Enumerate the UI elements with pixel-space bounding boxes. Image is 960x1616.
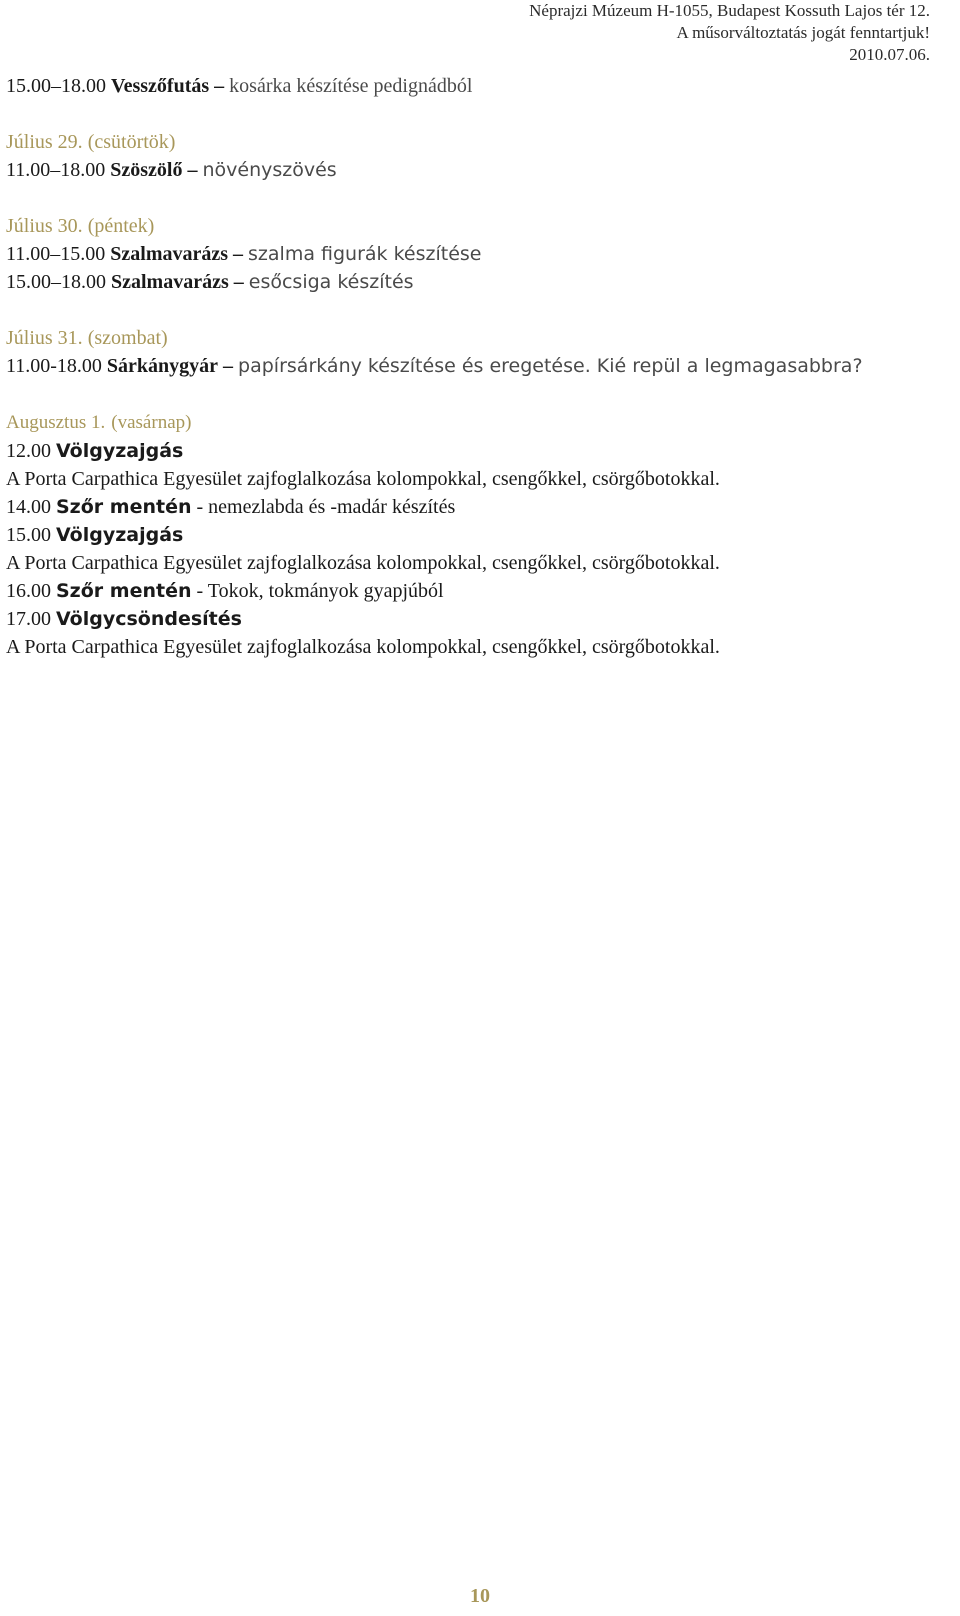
program-title: Sárkánygyár (106, 355, 219, 377)
program-description: papírsárkány készítése és eregetése. Kié repül a legmagasabbra? (238, 355, 863, 377)
program-time: 11.00–15.00 (6, 243, 106, 265)
program-dash: – (187, 159, 198, 181)
program-title: Szalmavarázs (111, 271, 229, 293)
program-description: növényszövés (202, 159, 337, 181)
document-date: 2010.07.06. (849, 45, 930, 64)
page-number: 10 (470, 1585, 490, 1607)
document-header (529, 0, 930, 66)
program-item (6, 605, 946, 633)
program-item (6, 521, 946, 549)
program-schedule (6, 72, 946, 661)
program-title: Völgyzajgás (56, 440, 184, 462)
program-title: Völgyzajgás (56, 524, 184, 546)
museum-address: Néprajzi Múzeum H-1055, Budapest Kossuth Lajos tér 12. (529, 1, 930, 20)
program-dash: – (214, 75, 225, 97)
program-description: - nemezlabda és -madár készítés (196, 496, 456, 518)
program-item (6, 577, 946, 605)
program-time: 14.00 (6, 496, 51, 518)
program-title: Szőr mentén (56, 580, 192, 602)
program-time: 11.00–18.00 (6, 159, 106, 181)
program-time: 15.00–18.00 (6, 271, 106, 293)
program-item (6, 240, 946, 268)
program-time: 17.00 (6, 608, 51, 630)
day-heading (6, 212, 946, 240)
program-description: A Porta Carpathica Egyesület zajfoglalkozása kolompokkal, csengőkkel, csörgőbotokkal. (6, 636, 720, 658)
program-change-notice: A műsorváltoztatás jogát fenntartjuk! (676, 23, 930, 42)
program-title: Völgycsöndesítés (56, 608, 242, 630)
program-dash: – (233, 271, 244, 293)
program-item (6, 437, 946, 465)
program-time: 12.00 (6, 440, 51, 462)
program-description: szalma figurák készítése (248, 243, 482, 265)
day-weekday: (csütörtök) (87, 131, 176, 153)
program-item (6, 493, 946, 521)
program-description: A Porta Carpathica Egyesület zajfoglalkozása kolompokkal, csengőkkel, csörgőbotokkal. (6, 468, 720, 490)
day-weekday: (vasárnap) (111, 412, 192, 433)
day-weekday: (szombat) (87, 327, 168, 349)
program-dash: – (233, 243, 244, 265)
day-date: Július 29. (6, 131, 83, 153)
program-description: esőcsiga készítés (248, 271, 414, 293)
program-item (6, 268, 946, 296)
day-heading (6, 408, 946, 437)
program-description: A Porta Carpathica Egyesület zajfoglalkozása kolompokkal, csengőkkel, csörgőbotokkal. (6, 552, 720, 574)
program-title: Vesszőfutás (111, 75, 210, 97)
day-weekday: (péntek) (87, 215, 155, 237)
program-title: Szőr mentén (56, 496, 192, 518)
program-time: 15.00 (6, 524, 51, 546)
program-dash: – (223, 355, 234, 377)
program-title: Szöszölő (110, 159, 183, 181)
day-date: Július 30. (6, 215, 83, 237)
day-heading (6, 128, 946, 156)
program-time: 15.00–18.00 (6, 75, 106, 97)
program-item (6, 352, 946, 380)
program-title: Szalmavarázs (110, 243, 229, 265)
program-item (6, 72, 946, 100)
day-heading (6, 324, 946, 352)
program-description: - Tokok, tokmányok gyapjúból (196, 580, 444, 602)
day-date: Július 31. (6, 327, 83, 349)
program-description: kosárka készítése pedignádból (229, 75, 473, 97)
program-time: 11.00-18.00 (6, 355, 102, 377)
day-date: Augusztus 1. (6, 412, 106, 433)
program-time: 16.00 (6, 580, 51, 602)
program-item (6, 156, 946, 184)
